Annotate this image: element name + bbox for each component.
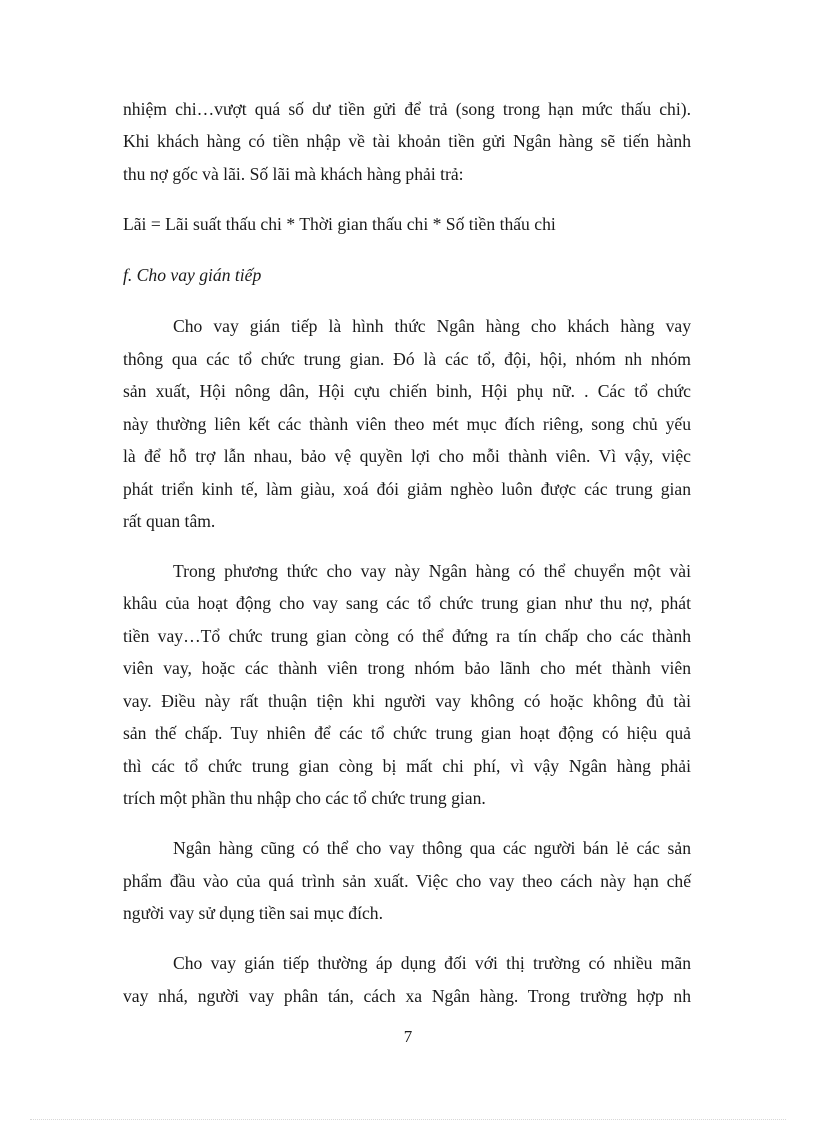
paragraph-first-line: Cho vay gián tiếp thường áp dụng đối với thị trường có nhiều mãn <box>173 953 691 973</box>
text-line: này thường liên kết các thành viên theo mét mục đích riêng, song chủ yếu <box>123 414 691 434</box>
text-line: thu nợ gốc và lãi. Số lãi mà khách hàng phải trả: <box>123 164 464 184</box>
text-line: là để hỗ trợ lẫn nhau, bảo vệ quyền lợi cho mỗi thành viên. Vì vậy, việc <box>123 446 691 466</box>
formula-line: Lãi = Lãi suất thấu chi * Thời gian thấu chi * Số tiền thấu chi <box>123 214 556 234</box>
text-line: Khi khách hàng có tiền nhập về tài khoản tiền gửi Ngân hàng sẽ tiến hành <box>123 131 691 151</box>
text-line: khâu của hoạt động cho vay sang các tổ chức trung gian như thu nợ, phát <box>123 593 691 613</box>
paragraph-first-line: Ngân hàng cũng có thể cho vay thông qua các người bán lẻ các sản <box>173 838 691 858</box>
text-line: phát triển kinh tế, làm giàu, xoá đói giảm nghèo luôn được các trung gian <box>123 479 691 499</box>
section-heading: f. Cho vay gián tiếp <box>123 265 262 285</box>
page-number: 7 <box>403 1027 413 1046</box>
text-line: sản xuất, Hội nông dân, Hội cựu chiến binh, Hội phụ nữ. . Các tổ chức <box>123 381 691 401</box>
text-line: nhiệm chi…vượt quá số dư tiền gửi để trả (song trong hạn mức thấu chi). <box>123 99 691 119</box>
paragraph-first-line: Cho vay gián tiếp là hình thức Ngân hàng cho khách hàng vay <box>173 316 691 336</box>
text-line: trích một phần thu nhập cho các tổ chức trung gian. <box>123 788 486 808</box>
page-bottom-rule <box>30 1119 786 1120</box>
text-line: vay. Điều này rất thuận tiện khi người vay không có hoặc không đủ tài <box>123 691 691 711</box>
text-line: rất quan tâm. <box>123 511 216 531</box>
paragraph-first-line: Trong phương thức cho vay này Ngân hàng có thể chuyển một vài <box>173 561 691 581</box>
text-line: phẩm đầu vào của quá trình sản xuất. Việc cho vay theo cách này hạn chế <box>123 871 691 891</box>
text-line: thì các tổ chức trung gian còng bị mất chi phí, vì vậy Ngân hàng phải <box>123 756 691 776</box>
text-line: sản thế chấp. Tuy nhiên để các tổ chức trung gian hoạt động có hiệu quả <box>123 723 691 743</box>
text-line: người vay sử dụng tiền sai mục đích. <box>123 903 383 923</box>
text-line: vay nhá, người vay phân tán, cách xa Ngân hàng. Trong trường hợp nh <box>123 986 691 1006</box>
text-line: thông qua các tổ chức trung gian. Đó là các tổ, đội, hội, nhóm nh nhóm <box>123 349 691 369</box>
text-line: viên vay, hoặc các thành viên trong nhóm bảo lãnh cho mét thành viên <box>123 658 691 678</box>
text-line: tiền vay…Tổ chức trung gian còng có thể đứng ra tín chấp cho các thành <box>123 626 691 646</box>
